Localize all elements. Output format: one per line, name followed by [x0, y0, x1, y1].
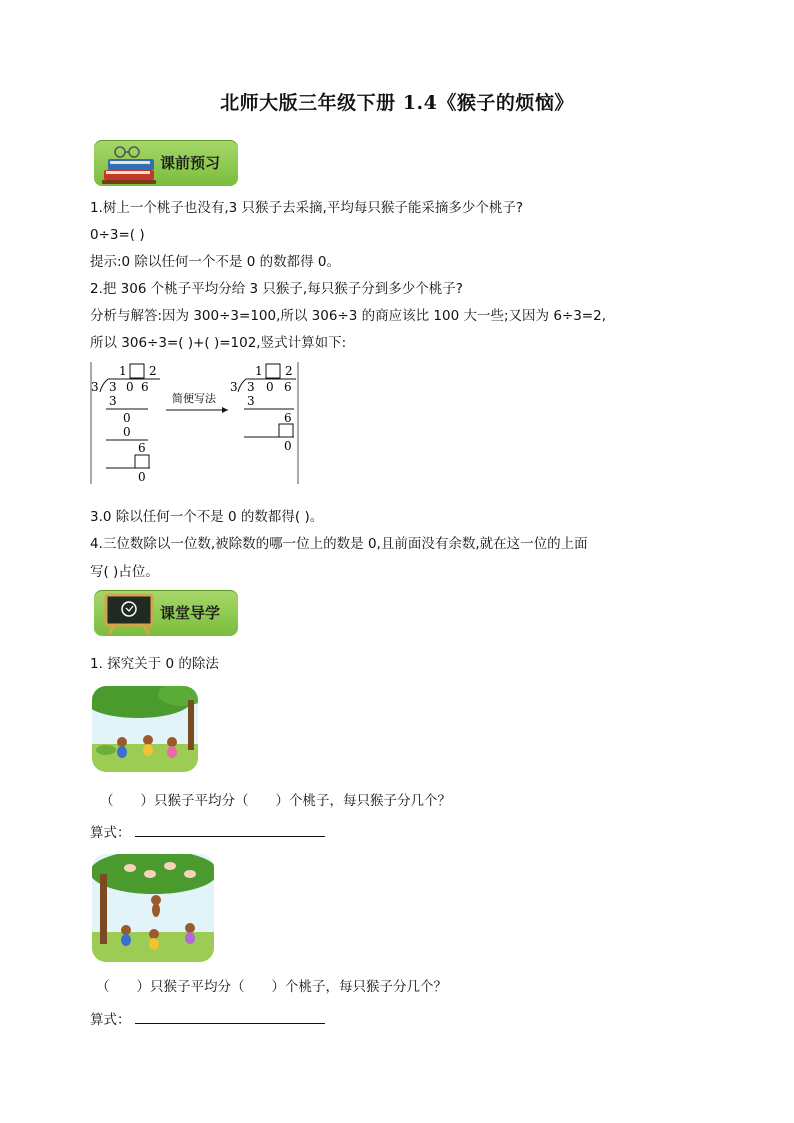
short-quotient-digit-2: 2	[285, 364, 293, 378]
step-product-2: 0	[123, 425, 131, 439]
quotient-digit-1: 1	[119, 364, 127, 378]
short-divisor: 3	[230, 380, 238, 394]
formula-label: 算式：	[90, 1012, 131, 1028]
section-label-preview: 课前预习	[160, 154, 221, 172]
picture-1-formula-row	[90, 822, 325, 842]
answer-line[interactable]	[135, 822, 325, 837]
long-division-diagram	[90, 362, 302, 484]
short-dividend-digit-1: 3	[247, 380, 255, 394]
picture-1-question: （ ）只猴子平均分（ ）个桃子，每只猴子分几个？	[100, 793, 451, 809]
section-label-classroom: 课堂导学	[160, 604, 221, 622]
question-2-analysis: 分析与解答:因为 300÷3=100,所以 306÷3 的商应该比 100 大一些;又因为 6÷3=2,	[90, 308, 606, 324]
section-banner-classroom	[94, 590, 238, 636]
quotient-digit-2: 2	[149, 364, 157, 378]
short-dividend-digit-3: 6	[284, 380, 292, 394]
question-1: 1.树上一个桃子也没有,3 只猴子去采摘,平均每只猴子能采摘多少个桃子?	[90, 200, 524, 216]
section-banner-preview	[94, 140, 238, 186]
hint-text: 提示:0 除以任何一个不是 0 的数都得 0。	[90, 254, 340, 270]
step-bring-down: 6	[138, 441, 146, 455]
books-icon	[98, 142, 160, 186]
short-quotient-digit-1: 1	[255, 364, 263, 378]
monkeys-scene-picture-2	[92, 854, 214, 962]
page-title: 北师大版三年级下册 1.4《猴子的烦恼》	[220, 92, 574, 114]
short-step-bring-down: 6	[284, 411, 292, 425]
divisor: 3	[91, 380, 99, 394]
step-remainder-1: 0	[123, 411, 131, 425]
picture-2-formula-row	[90, 1009, 325, 1029]
formula-label: 算式：	[90, 825, 131, 841]
monkeys-scene-picture-1	[92, 686, 198, 772]
short-quotient-blank-box	[266, 364, 280, 378]
dividend-digit-3: 6	[141, 380, 149, 394]
short-product-blank-box	[279, 424, 293, 437]
arrow-right-icon	[222, 407, 228, 413]
product-blank-box	[135, 455, 149, 468]
answer-line[interactable]	[135, 1009, 325, 1024]
dividend-digit-1: 3	[109, 380, 117, 394]
short-step-product: 3	[247, 394, 255, 408]
question-4-line-1: 4.三位数除以一位数,被除数的哪一位上的数是 0,且前面没有余数,就在这一位的上面	[90, 536, 588, 552]
dividend-digit-2: 0	[126, 380, 134, 394]
arrow-label: 简便写法	[172, 392, 216, 405]
step-product-1: 3	[109, 394, 117, 408]
question-2: 2.把 306 个桃子平均分给 3 只猴子,每只猴子分到多少个桃子?	[90, 281, 463, 297]
step-final-remainder: 0	[138, 470, 146, 484]
short-step-remainder: 0	[284, 439, 292, 453]
question-4-line-2: 写( )占位。	[90, 564, 159, 580]
blackboard-icon	[100, 593, 158, 635]
short-dividend-digit-2: 0	[266, 380, 274, 394]
picture-2-question: （ ）只猴子平均分（ ）个桃子，每只猴子分几个？	[96, 979, 447, 995]
question-1-equation: 0÷3=( )	[90, 227, 145, 243]
classroom-item-1: 1. 探究关于 0 的除法	[90, 656, 219, 672]
question-3: 3.0 除以任何一个不是 0 的数都得( )。	[90, 509, 324, 525]
question-2-conclusion: 所以 306÷3=( )+( )=102,竖式计算如下:	[90, 335, 347, 351]
quotient-blank-box	[130, 364, 144, 378]
